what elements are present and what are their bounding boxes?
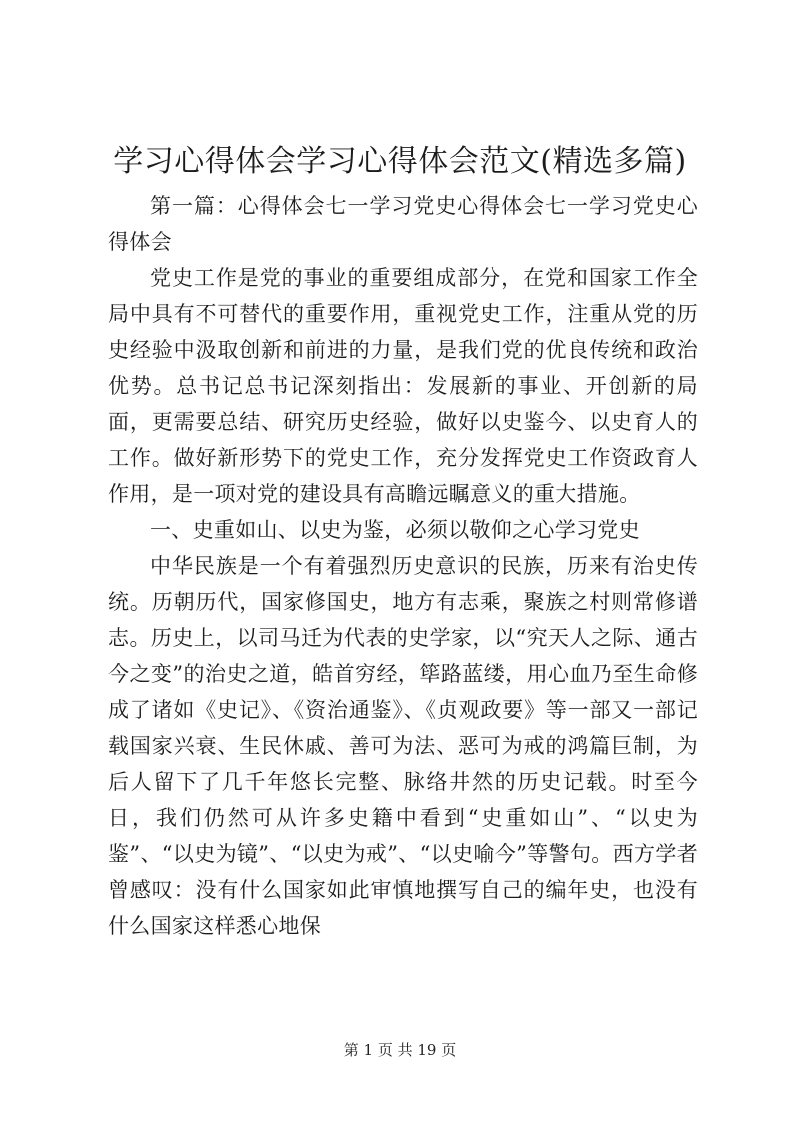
document-title: 学习心得体会学习心得体会范文(精选多篇) [113,144,687,179]
page-footer: 第 1 页 共 19 页 [343,1041,457,1059]
body-paragraph: 党史工作是党的事业的重要组成部分，在党和国家工作全局中具有不可替代的重要作用，重视党史工作，注重从党的历史经验中汲取创新和前进的力量，是我们党的优良传统和政治优势。总书记总书记深刻指出：发展新的事业、开创新的局面，更需要总结、研究历史经验，做好以史鉴今、以史育人的工作。做好新形势下的党史工作，充分发挥党史工作资政育人作用，是一项对党的建设具有高瞻远瞩意义的重大措施。 [108,266,698,506]
section-heading-paragraph: 第一篇：心得体会七一学习党史心得体会七一学习党史心得体会 [108,194,698,254]
subsection-heading: 一、史重如山、以史为鉴，必须以敬仰之心学习党史 [150,518,640,542]
body-paragraph: 中华民族是一个有着强烈历史意识的民族，历来有治史传统。历朝历代，国家修国史，地方有志乘，聚族之村则常修谱志。历史上，以司马迁为代表的史学家，以“究天人之际、通古今之变”的治史之道，皓首穷经，筚路蓝缕，用心血乃至生命修成了诸如《史记》、《资治通鉴》、《贞观政要》等一部又一部记载国家兴衰、生民休戚、善可为法、恶可为戒的鸿篇巨制，为后人留下了几千年悠长完整、脉络井然的历史记载。时至今日，我们仍然可从许多史籍中看到“史重如山”、“以史为鉴”、“以史为镜”、“以史为戒”、“以史喻今”等警句。西方学者曾感叹：没有什么国家如此审慎地撰写自己的编年史，也没有什么国家这样悉心地保 [108,554,698,938]
document-body [108,188,698,944]
